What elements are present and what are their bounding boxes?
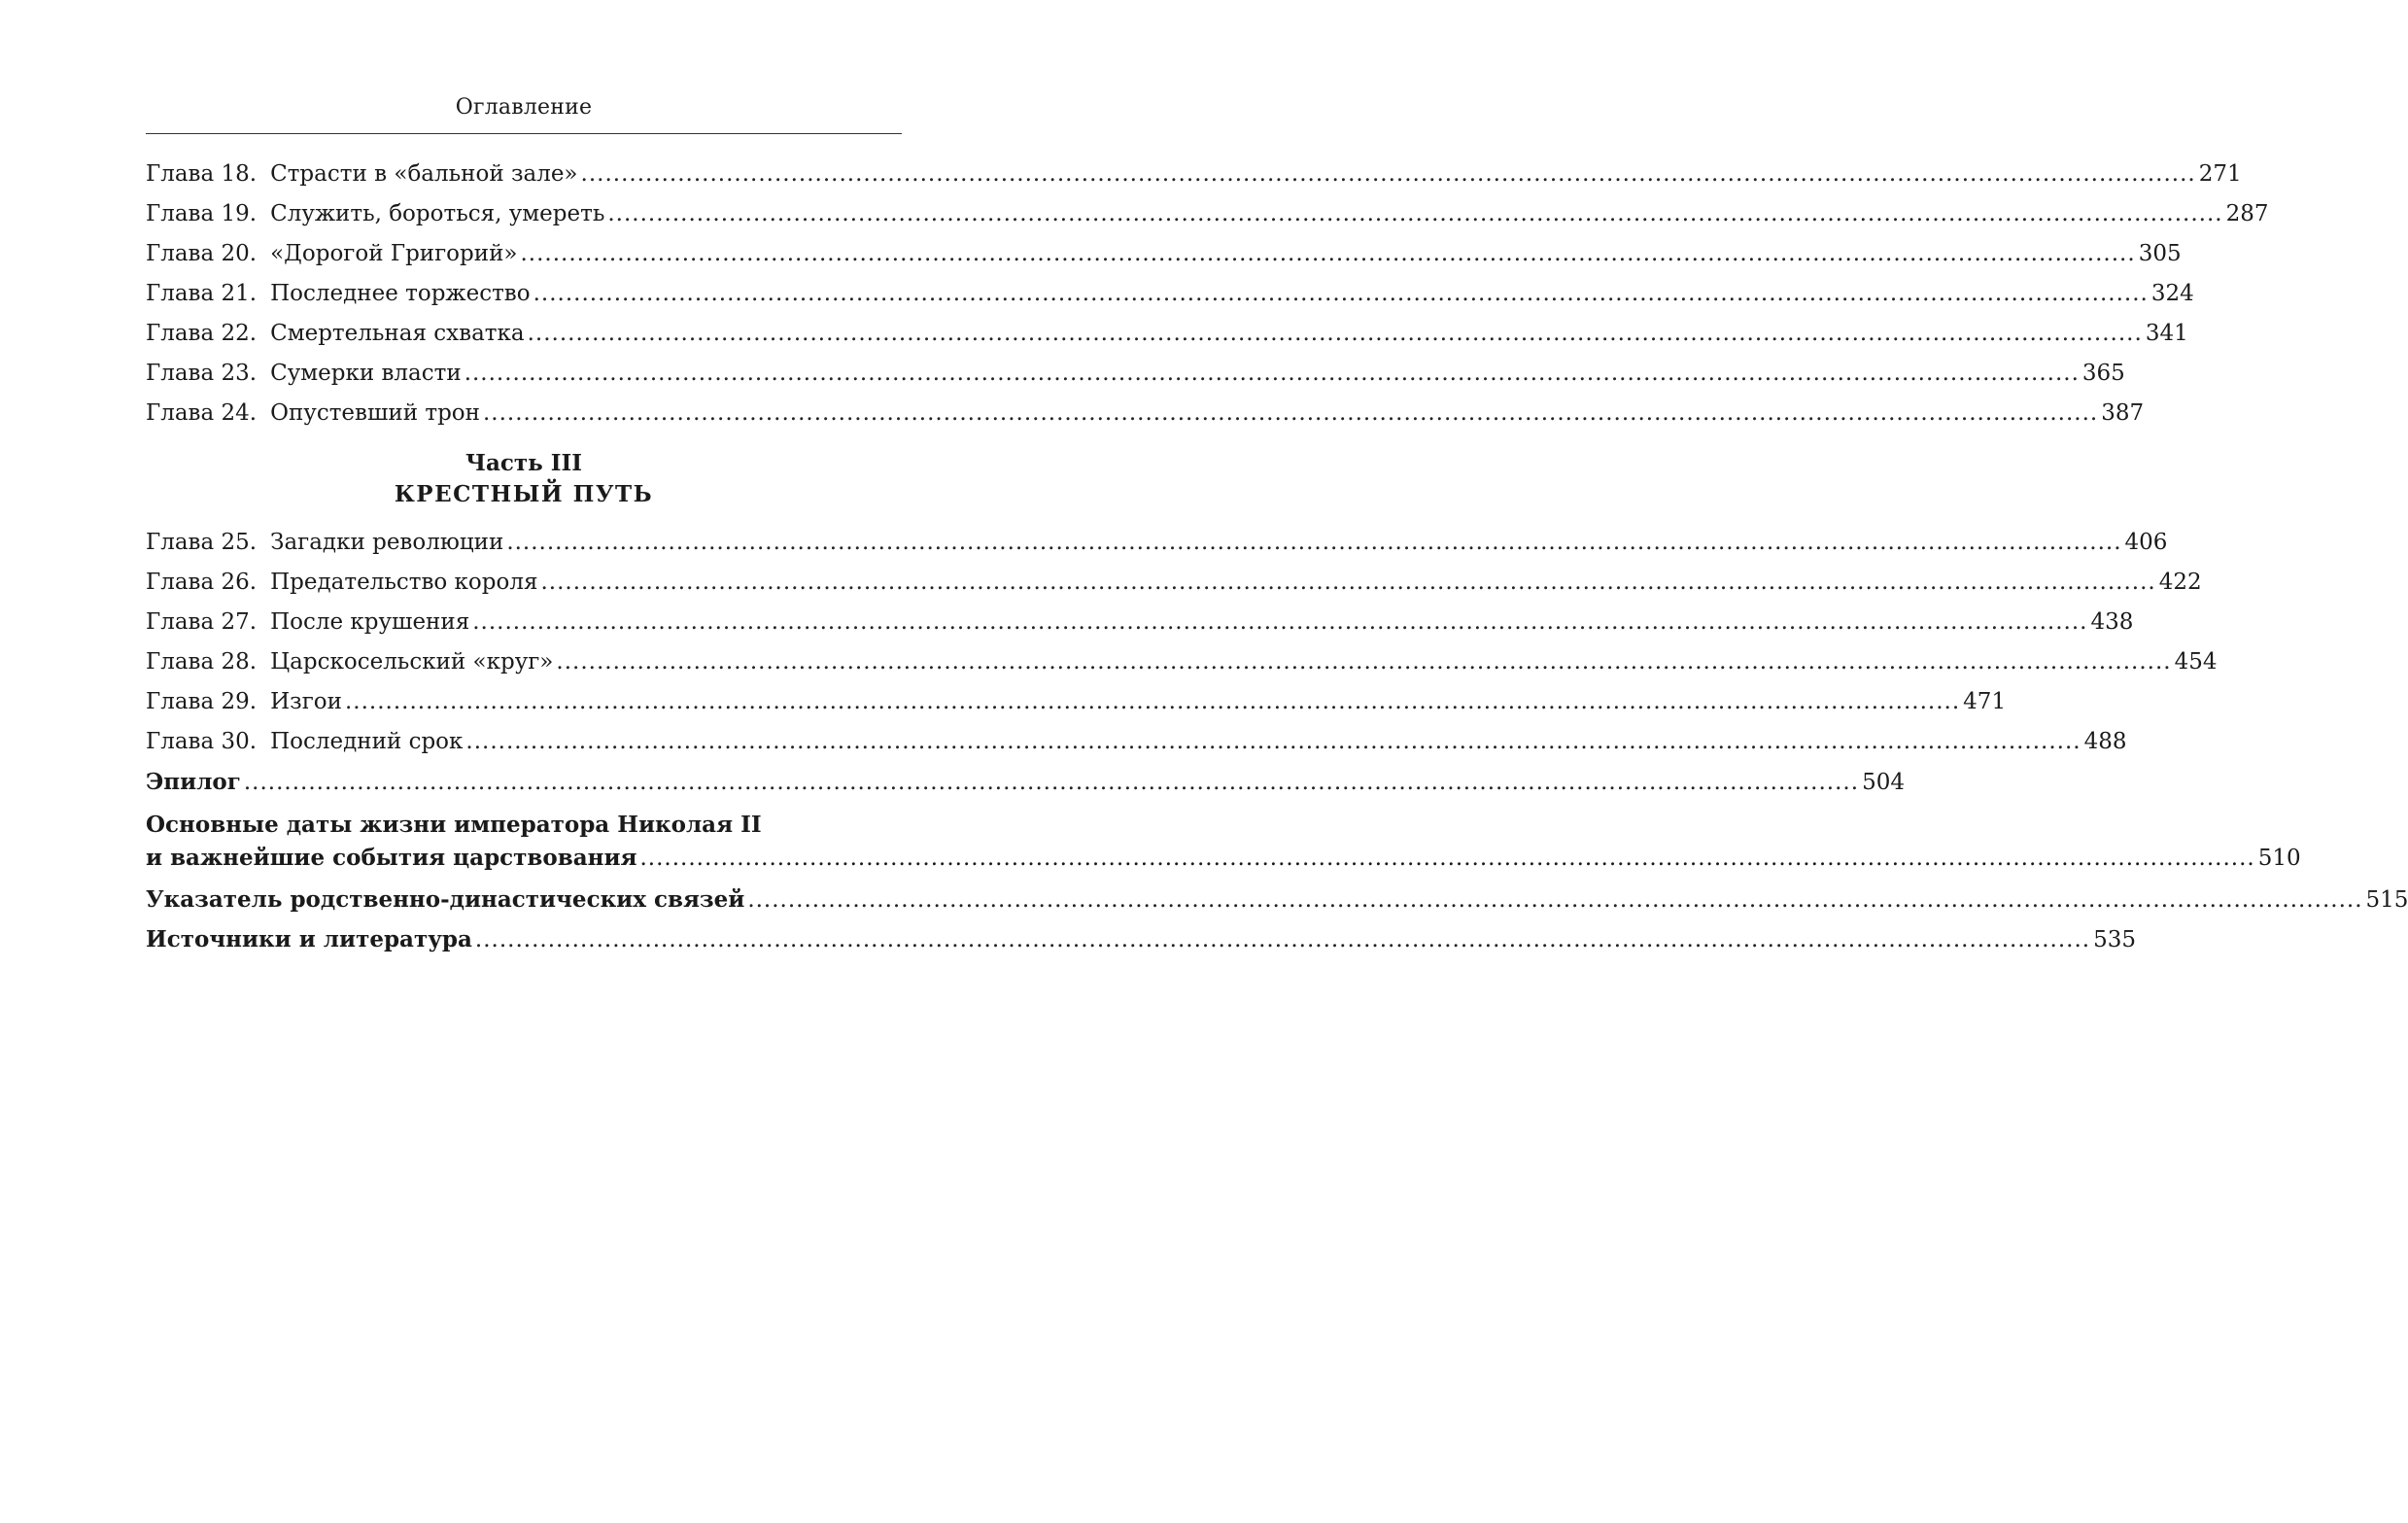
chapter-title: Смертельная схватка xyxy=(270,321,525,346)
chapter-number: Глава 24. xyxy=(146,400,258,426)
chapter-page: 287 xyxy=(2225,201,2269,226)
toc-entry-epilogue[interactable] xyxy=(146,762,1905,802)
dot-leader: ........................................................................................................................................................................................................ xyxy=(464,361,2080,386)
dot-leader: ........................................................................................................................................................................................................ xyxy=(243,770,1860,795)
chapter-number: Глава 30. xyxy=(146,729,258,754)
chapter-page: 305 xyxy=(2138,241,2182,266)
toc-entry[interactable] xyxy=(146,603,2134,642)
dot-leader: ........................................................................................................................................................................................................ xyxy=(639,846,2255,871)
chapter-title: Изгои xyxy=(270,689,342,714)
chapter-number: Глава 25. xyxy=(146,530,258,555)
chapter-page: 438 xyxy=(2090,609,2134,635)
chapter-page: 406 xyxy=(2124,530,2168,555)
dot-leader: ........................................................................................................................................................................................................ xyxy=(482,400,2099,426)
entry-title: Источники и литература xyxy=(146,926,472,952)
chapter-number: Глава 18. xyxy=(146,161,258,187)
chapter-number: Глава 29. xyxy=(146,689,258,714)
chapter-title: Сумерки власти xyxy=(270,361,462,386)
dot-leader: ........................................................................................................................................................................................................ xyxy=(520,241,2136,266)
dot-leader: ........................................................................................................................................................................................................ xyxy=(533,281,2149,306)
chapter-title: Служить, бороться, умереть xyxy=(270,201,605,226)
toc-entry[interactable] xyxy=(146,563,2202,603)
dot-leader: ........................................................................................................................................................................................................ xyxy=(474,927,2091,952)
dot-leader: ........................................................................................................................................................................................................ xyxy=(580,161,2196,187)
toc-entry[interactable] xyxy=(146,354,2125,394)
chapter-number: Глава 21. xyxy=(146,281,258,306)
dot-leader: ........................................................................................................................................................................................................ xyxy=(540,570,2156,595)
chapter-number: Глава 27. xyxy=(146,609,258,635)
part-title: КРЕСТНЫЙ ПУТЬ xyxy=(394,481,654,507)
toc-entry-key-dates[interactable] xyxy=(146,810,2301,880)
dot-leader: ........................................................................................................................................................................................................ xyxy=(506,530,2122,555)
chapter-title: Страсти в «бальной зале» xyxy=(270,161,578,187)
toc-entry[interactable] xyxy=(146,234,2182,274)
chapter-list-part-2 xyxy=(146,155,2269,433)
dot-leader: ........................................................................................................................................................................................................ xyxy=(465,729,2081,754)
chapter-title: Опустевший трон xyxy=(270,400,480,426)
toc-entry-sources[interactable] xyxy=(146,919,2137,959)
chapter-number: Глава 20. xyxy=(146,241,258,266)
chapter-page: 387 xyxy=(2101,400,2145,426)
entry-title-line2: и важнейшие события царствования xyxy=(146,845,637,871)
part-heading xyxy=(146,449,902,511)
toc-entry[interactable] xyxy=(146,194,2269,234)
entry-title: Указатель родственно-династических связей xyxy=(146,886,745,913)
chapter-title: Предательство короля xyxy=(270,570,538,595)
chapter-page: 365 xyxy=(2081,361,2125,386)
toc-entry[interactable] xyxy=(146,314,2188,354)
toc-entry[interactable] xyxy=(146,394,2145,433)
table-of-contents xyxy=(146,155,2408,959)
toc-entry[interactable] xyxy=(146,642,2218,682)
chapter-page: 488 xyxy=(2083,729,2127,754)
dot-leader: ........................................................................................................................................................................................................ xyxy=(527,321,2143,346)
header-rule xyxy=(146,133,902,134)
chapter-number: Глава 23. xyxy=(146,361,258,386)
chapter-number: Глава 22. xyxy=(146,321,258,346)
toc-entry[interactable] xyxy=(146,722,2127,762)
chapter-number: Глава 19. xyxy=(146,201,258,226)
chapter-title: Царскосельский «круг» xyxy=(270,649,554,675)
chapter-page: 271 xyxy=(2198,161,2242,187)
chapter-title: «Дорогой Григорий» xyxy=(270,241,518,266)
chapter-page: 471 xyxy=(1963,689,2007,714)
chapter-page: 341 xyxy=(2145,321,2188,346)
chapter-page: 324 xyxy=(2150,281,2194,306)
entry-title-line1: Основные даты жизни императора Николая II xyxy=(146,812,762,838)
chapter-page: 454 xyxy=(2174,649,2218,675)
chapter-title: Последний срок xyxy=(270,729,464,754)
running-head: Оглавление xyxy=(455,95,593,120)
toc-entry-dynastic-index[interactable] xyxy=(146,880,2408,919)
dot-leader: ........................................................................................................................................................................................................ xyxy=(747,887,2363,913)
chapter-page: 422 xyxy=(2158,570,2202,595)
entry-page: 535 xyxy=(2093,927,2137,952)
chapter-number: Глава 26. xyxy=(146,570,258,595)
chapter-title: После крушения xyxy=(270,609,470,635)
entry-page: 510 xyxy=(2257,846,2301,871)
toc-entry[interactable] xyxy=(146,682,2007,722)
toc-entry[interactable] xyxy=(146,155,2242,194)
entry-page: 515 xyxy=(2365,887,2408,913)
chapter-title: Загадки революции xyxy=(270,530,504,555)
toc-entry[interactable] xyxy=(146,523,2168,563)
chapter-number: Глава 28. xyxy=(146,649,258,675)
part-label: Часть III xyxy=(464,450,583,476)
entry-page: 504 xyxy=(1862,770,1905,795)
chapter-title: Последнее торжество xyxy=(270,281,531,306)
dot-leader: ........................................................................................................................................................................................................ xyxy=(556,649,2172,675)
entry-title: Эпилог xyxy=(146,769,241,795)
dot-leader: ........................................................................................................................................................................................................ xyxy=(344,689,1961,714)
entry-title-line2-row xyxy=(146,843,2301,880)
toc-entry[interactable] xyxy=(146,274,2194,314)
dot-leader: ........................................................................................................................................................................................................ xyxy=(472,609,2088,635)
chapter-list-part-3 xyxy=(146,523,2218,762)
dot-leader: ........................................................................................................................................................................................................ xyxy=(607,201,2223,226)
